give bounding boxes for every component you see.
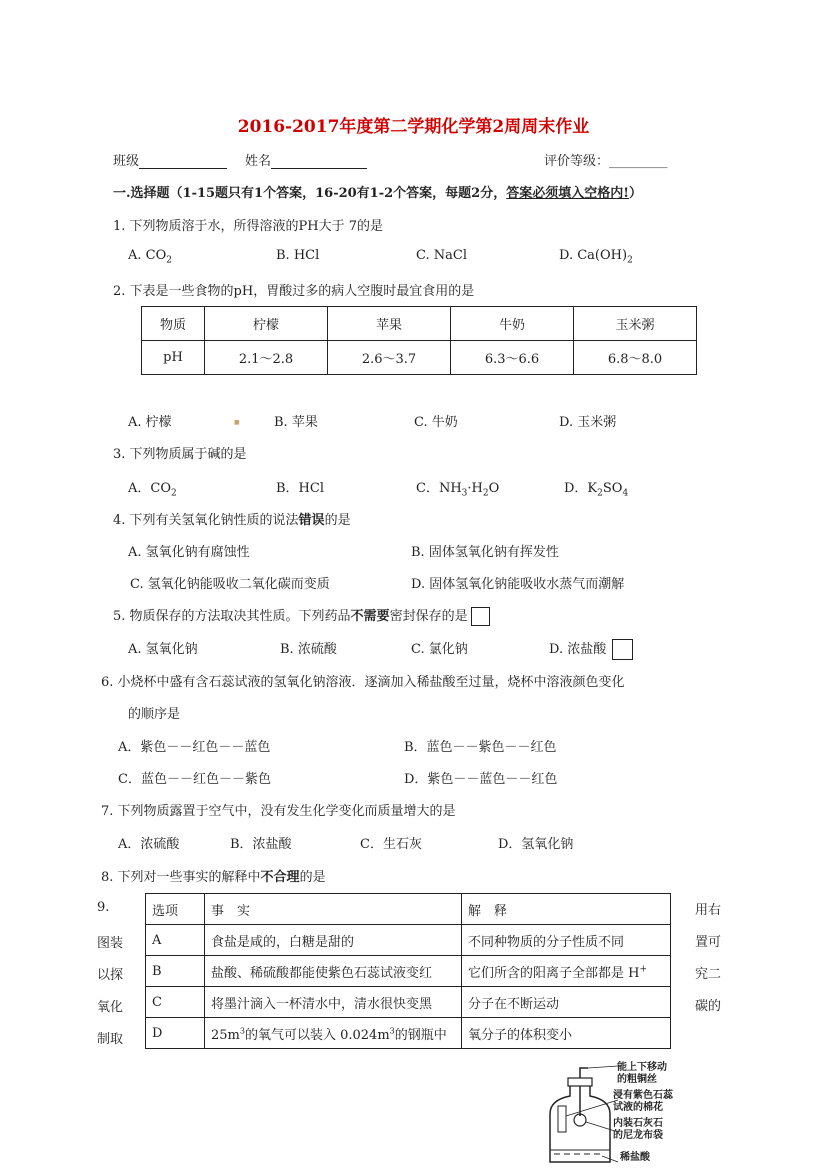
table-cell: C [146, 987, 205, 1018]
q9-left-3: 以探 [97, 968, 124, 983]
question-3-stem: 3. 下列物质属于碱的是 [113, 447, 247, 462]
question-5-stem: 5. 物质保存的方法取决其性质。下列药品不需要密封保存的是 [113, 605, 490, 626]
table-cell: 分子在不断运动 [462, 987, 671, 1018]
class-field [113, 150, 227, 169]
q3-option-c: C．$NH_3\cdot H_2O$ [416, 481, 500, 499]
table-cell: pH [142, 341, 205, 375]
q5-option-a: A. 氢氧化钠 [128, 642, 198, 657]
q9-left-5: 制取 [97, 1032, 124, 1047]
apparatus-label-acid: 稀盐酸 [620, 1152, 650, 1163]
page-title: 2016-2017年度第二学期化学第2周周末作业 [237, 117, 590, 137]
question-4-stem: 4. 下列有关氢氧化钠性质的说法错误的是 [113, 513, 351, 528]
table-cell: 物质 [142, 307, 205, 341]
apparatus-label-bag: 内装石灰石 的尼龙布袋 [613, 1118, 663, 1141]
table-cell: 苹果 [328, 307, 451, 341]
section-heading: 一.选择题（1-15题只有1个答案，16-20有1-2个答案，每题2分，答案必须填入空格内!） [113, 186, 642, 201]
table-cell: 玉米粥 [574, 307, 697, 341]
q2-option-b: B. 苹果 [274, 415, 318, 430]
q4-option-c: C. 氢氧化钠能吸收二氧化碳而变质 [130, 577, 330, 592]
table-cell: 6.8～8.0 [574, 341, 697, 375]
q4-option-d: D. 固体氢氧化钠能吸收水蒸气而潮解 [411, 577, 625, 592]
apparatus-label-cotton: 浸有紫色石蕊 试液的棉花 [613, 1090, 673, 1113]
q7-option-b: B．浓盐酸 [230, 837, 292, 852]
table-cell: B [146, 956, 205, 987]
q9-left-4: 氧化 [97, 1000, 124, 1015]
q6-option-a: A．紫色－－红色－－蓝色 [118, 740, 271, 755]
q9-right-2: 置可 [695, 935, 722, 950]
q9-right-4: 碳的 [695, 999, 722, 1014]
table-row [146, 1018, 671, 1049]
q6-option-d: D．紫色－－蓝色－－红色 [404, 772, 558, 787]
q6-option-c: C．蓝色－－红色－－紫色 [118, 772, 271, 787]
table-cell: D [146, 1018, 205, 1049]
q3-option-b: B．HCl [276, 481, 324, 496]
table-cell: $25m^3$的氧气可以装入 $0.024m^3$的钢瓶中 [205, 1018, 462, 1049]
question-8-stem: 8. 下列对一些事实的解释中不合理的是 [101, 870, 326, 885]
q9-left-1: 9. [97, 900, 110, 915]
answer-box[interactable] [612, 639, 633, 660]
table-row [142, 307, 697, 341]
table-row [146, 894, 671, 925]
table-cell: 将墨汁滴入一杯清水中，清水很快变黑 [205, 987, 462, 1018]
q2-option-a: A. 柠檬 [128, 415, 172, 430]
q7-option-d: D．氢氧化钠 [498, 837, 574, 852]
table-cell: 它们所含的阳离子全部都是 H+ [462, 956, 671, 987]
q2-option-c: C. 牛奶 [414, 415, 458, 430]
table-row [146, 987, 671, 1018]
apparatus-diagram [540, 1058, 620, 1168]
q3-option-a: A．$CO_2$ [128, 481, 177, 499]
table-cell: 2.1～2.8 [205, 341, 328, 375]
table-cell: 解 释 [462, 894, 671, 925]
q9-left-2: 图装 [97, 936, 124, 951]
table-row [142, 341, 697, 375]
table-cell: 食盐是咸的，白糖是甜的 [205, 925, 462, 956]
q7-option-a: A．浓硫酸 [118, 837, 180, 852]
q5-option-c: C. 氯化钠 [411, 642, 468, 657]
q1-option-d: D. $Ca(OH)_2$ [559, 248, 633, 266]
q9-right-3: 究二 [695, 967, 722, 982]
q6-option-b: B．蓝色－－紫色－－红色 [404, 740, 557, 755]
facts-table [145, 893, 671, 1049]
q3-option-d: D．$K_2SO_4$ [564, 481, 629, 499]
q5-option-b: B. 浓硫酸 [280, 642, 337, 657]
class-label: 班级 [113, 154, 140, 169]
name-blank[interactable] [271, 154, 367, 169]
class-blank[interactable] [139, 154, 227, 169]
table-row [146, 956, 671, 987]
table-cell: 2.6～3.7 [328, 341, 451, 375]
table-cell: 柠檬 [205, 307, 328, 341]
q1-option-c: C. NaCl [416, 248, 467, 263]
question-6-stem: 6. 小烧杯中盛有含石蕊试液的氢氧化钠溶液．逐滴加入稀盐酸至过量，烧杯中溶液颜色变化 [101, 675, 625, 690]
table-cell: 选项 [146, 894, 205, 925]
q2-option-d: D. 玉米粥 [559, 415, 617, 430]
stray-dot: ■ [234, 419, 240, 426]
question-7-stem: 7. 下列物质露置于空气中，没有发生化学变化而质量增大的是 [101, 804, 456, 819]
answer-box[interactable] [471, 607, 490, 626]
question-2-stem: 2. 下表是一些食物的pH，胃酸过多的病人空腹时最宜食用的是 [113, 284, 475, 299]
q7-option-c: C．生石灰 [360, 837, 422, 852]
question-6-stem-cont: 的顺序是 [128, 707, 181, 722]
table-cell: A [146, 925, 205, 956]
question-1-stem: 1. 下列物质溶于水，所得溶液的PH大于 7的是 [113, 219, 384, 234]
name-field [245, 150, 367, 169]
q9-right-1: 用右 [695, 903, 722, 918]
table-row [146, 925, 671, 956]
table-cell: 氧分子的体积变小 [462, 1018, 671, 1049]
table-cell: 盐酸、稀硫酸都能使紫色石蕊试液变红 [205, 956, 462, 987]
table-cell: 事 实 [205, 894, 462, 925]
table-cell: 6.3～6.6 [451, 341, 574, 375]
grade-label: 评价等级：_________ [544, 154, 668, 169]
q4-option-b: B. 固体氢氧化钠有挥发性 [411, 545, 559, 560]
apparatus-label-wire: 能上下移动 的粗铜丝 [617, 1062, 667, 1085]
q1-option-a: A. $CO_2$ [128, 248, 172, 266]
table-cell: 牛奶 [451, 307, 574, 341]
q5-option-d: D. 浓盐酸 [549, 638, 633, 660]
q1-option-b: B. HCl [276, 248, 320, 263]
q4-option-a: A. 氢氧化钠有腐蚀性 [128, 545, 250, 560]
ph-table [141, 306, 697, 375]
name-label: 姓名 [245, 154, 272, 169]
table-cell: 不同种物质的分子性质不同 [462, 925, 671, 956]
